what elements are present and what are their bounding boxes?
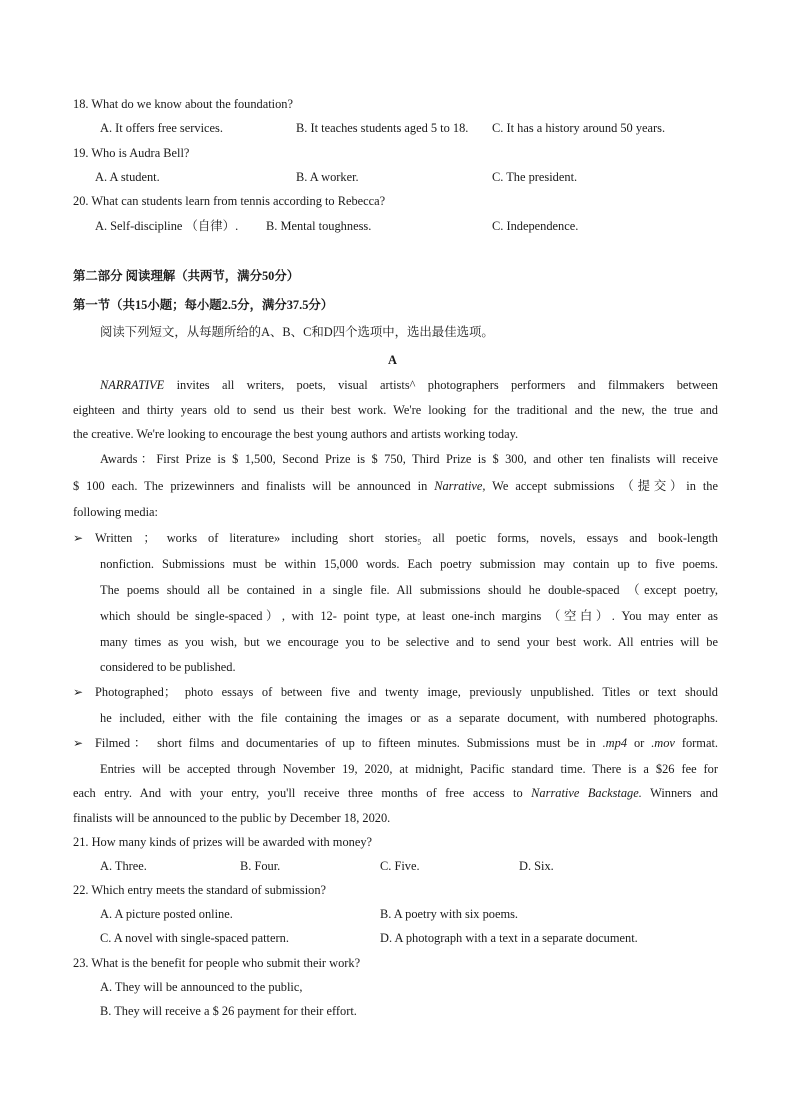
awards-line3: following media: [73, 505, 158, 519]
q19-option-a: A. A student. [95, 170, 160, 184]
q20-option-b: B. Mental toughness. [266, 219, 372, 233]
q19-option-c: C. The president. [492, 170, 578, 184]
q20-option-c: C. Independence. [492, 219, 579, 233]
q21-option-a: A. Three. [100, 859, 147, 873]
section1-heading: 第一节（共15小题；每小题2.5分，满分37.5分） [73, 298, 334, 312]
q18-option-c: C. It has a history around 50 years. [492, 121, 666, 135]
bullet-arrow-icon: ➢ [73, 531, 84, 545]
question-22-stem: 22. Which entry meets the standard of submission? [73, 883, 327, 897]
written-line2: nonfiction. Submissions must be within 15,000 words. Each poetry submission may contain up to five poems. [100, 557, 718, 571]
q23-option-a: A. They will be announced to the public, [100, 980, 303, 994]
q21-option-c: C. Five. [380, 859, 420, 873]
q22-option-c: C. A novel with single-spaced pattern. [100, 931, 289, 945]
q18-option-a: A. It offers free services. [100, 121, 223, 135]
written-line1: Written ； works of literature» including short stories₅ all poetic forms, novels, essays and book-length [95, 531, 718, 545]
part2-heading: 第二部分 阅读理解（共两节，满分50分） [73, 269, 300, 283]
bullet-arrow-icon: ➢ [73, 685, 84, 699]
question-20-stem: 20. What can students learn from tennis according to Rebecca? [73, 194, 386, 208]
q22-option-b: B. A poetry with six poems. [380, 907, 519, 921]
written-line4: which should be single-spaced）, with 12- point type, at least one-inch margins （空白）. You may enter as [100, 609, 718, 623]
q21-option-d: D. Six. [519, 859, 554, 873]
q18-option-b: B. It teaches students aged 5 to 18. [296, 121, 469, 135]
passage-p1-line3: the creative. We're looking to encourage the best young authors and artists working today. [73, 427, 519, 441]
photographed-line1: Photographed； photo essays of between five and twenty image, previously unpublished. Titles or text should [95, 685, 718, 699]
awards-line1: Awards：First Prize is $ 1,500, Second Prize is $ 750, Third Prize is $ 300, and other ten finalists will receive [100, 452, 718, 466]
narrative-title: NARRATIVE [100, 378, 165, 392]
question-21-stem: 21. How many kinds of prizes will be awarded with money? [73, 835, 373, 849]
awards-line2: $ 100 each. The prizewinners and finalists will be announced in Narrative, We accept submissions （提交）in the [73, 479, 718, 493]
q22-option-d: D. A photograph with a text in a separate document. [380, 931, 638, 945]
written-line3: The poems should all be contained in a single file. All submissions should he double-spaced （except poetry, [100, 583, 718, 597]
written-line6: considered to be published. [100, 660, 236, 674]
passage-label: A [388, 353, 397, 367]
entries-line1: Entries will be accepted through November 19, 2020, at midnight, Pacific standard time. There is a $26 fee for [100, 762, 718, 776]
entries-line3: finalists will be announced to the public by December 18, 2020. [73, 811, 391, 825]
entries-line2: each entry. And with your entry, you'll receive three months of free access to Narrative Backstage. Winners and [73, 786, 719, 800]
q19-option-b: B. A worker. [296, 170, 359, 184]
bullet-arrow-icon: ➢ [73, 736, 84, 750]
filmed-line1: Filmed： short films and documentaries of up to fifteen minutes. Submissions must be in .mp4 or .mov format. [95, 736, 718, 750]
question-18-stem: 18. What do we know about the foundation? [73, 97, 294, 111]
q20-option-a: A. Self-discipline （自律）. [95, 219, 239, 233]
written-line5: many times as you wish, but we encourage you to be selective and to send your best work. All entries will be [100, 635, 718, 649]
question-19-stem: 19. Who is Audra Bell? [73, 146, 190, 160]
photographed-line2: he included, either with the file containing the images or as a separate document, with numbered photographs. [100, 711, 718, 725]
question-23-stem: 23. What is the benefit for people who submit their work? [73, 956, 361, 970]
q22-option-a: A. A picture posted online. [100, 907, 233, 921]
passage-p1-line1: NARRATIVE invites all writers, poets, visual artists^ photographers performers and filmmakers between [100, 378, 718, 392]
q23-option-b: B. They will receive a $ 26 payment for their effort. [100, 1004, 357, 1018]
passage-p1-line2: eighteen and thirty years old to send us their best work. We're looking for the traditional and the new, the true and [73, 403, 718, 417]
q21-option-b: B. Four. [240, 859, 281, 873]
instruction-text: 阅读下列短文，从每题所给的A、B、C和D四个选项中，选出最佳选项。 [100, 325, 494, 339]
